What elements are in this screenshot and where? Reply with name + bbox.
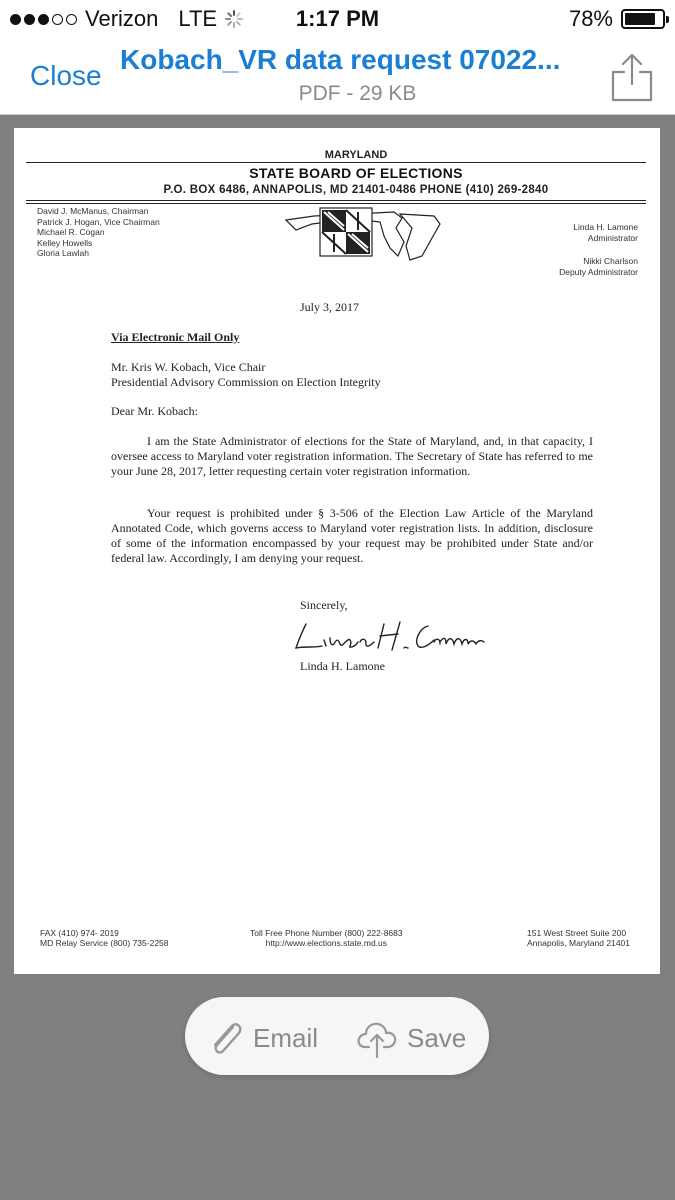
footer-right <box>527 928 630 948</box>
battery-percent: 78% <box>568 6 613 31</box>
footer-relay: MD Relay Service (800) 735-2258 <box>40 938 169 948</box>
board-member: David J. McManus, Chairman <box>37 206 149 216</box>
board-member: Patrick J. Hogan, Vice Chairman <box>37 216 160 227</box>
cloud-upload-icon <box>355 1017 399 1059</box>
board-member: Michael R. Cogan <box>37 227 105 237</box>
recipient-org: Presidential Advisory Commission on Election Integrity <box>111 375 381 389</box>
board-member: Gloria Lawlah <box>37 248 89 258</box>
footer-left <box>40 928 169 948</box>
delivery-method: Via Electronic Mail Only <box>111 330 240 344</box>
status-bar <box>0 0 675 38</box>
carrier-name: Verizon <box>85 6 159 31</box>
battery-icon <box>621 9 665 29</box>
footer-street: 151 West Street Suite 200 <box>526 928 627 938</box>
save-button[interactable] <box>355 1017 466 1059</box>
footer-city: Annapolis, Maryland 21401 <box>526 938 630 948</box>
maryland-map-seal-icon <box>284 198 444 268</box>
letter-paragraph <box>111 506 593 566</box>
footer-tollfree: Toll Free Phone Number (800) 222-8683 <box>250 928 403 938</box>
recipient-name: Mr. Kris W. Kobach, Vice Chair <box>111 360 266 374</box>
network-type: LTE <box>178 6 218 31</box>
letterhead-board: STATE BOARD OF ELECTIONS <box>249 165 463 181</box>
handwritten-signature <box>288 618 488 654</box>
administrator-title: Administrator <box>587 232 638 243</box>
email-label: Email <box>253 1022 319 1053</box>
closing: Sincerely, <box>300 598 348 612</box>
administrators-list <box>559 222 638 277</box>
footer-fax: FAX (410) 974- 2019 <box>40 928 119 938</box>
action-pill <box>185 997 489 1075</box>
administrator-name: Linda H. Lamone <box>573 222 638 232</box>
document-title: Kobach_VR data request 07022... <box>120 44 561 75</box>
close-button[interactable]: Close <box>30 60 102 91</box>
letterhead-address: P.O. BOX 6486, ANNAPOLIS, MD 21401-0486 PHONE (410) 269-2840 <box>163 184 549 196</box>
signature-name: Linda H. Lamone <box>300 659 385 673</box>
pdf-page[interactable] <box>14 128 660 974</box>
footer-center <box>250 928 403 948</box>
document-subtitle: PDF - 29 KB <box>298 82 417 105</box>
salutation: Dear Mr. Kobach: <box>111 404 198 418</box>
footer-web: http://www.elections.state.md.us <box>265 938 388 948</box>
recipient-block <box>111 360 381 390</box>
board-members-list <box>37 206 160 259</box>
status-right <box>569 6 665 32</box>
status-time: 1:17 PM <box>295 6 380 31</box>
deputy-name: Nikki Charlson <box>583 256 638 266</box>
save-label: Save <box>407 1022 467 1053</box>
email-button[interactable] <box>207 1017 318 1059</box>
letter-paragraph <box>111 434 593 479</box>
share-icon[interactable] <box>607 52 657 104</box>
deputy-title: Deputy Administrator <box>559 266 638 277</box>
paragraph-text: Your request is prohibited under § 3-506 of the Election Law Article of the Maryland Annotated Code, which governs access to Maryland voter registration lists. In addition, disclosure of some of the information encompassed by your request may be prohibited under State and/or federal law. Accordingly, I am denying your request. <box>111 506 593 565</box>
paragraph-text: I am the State Administrator of elections for the State of Maryland, and, in that capacity, I oversee access to Maryland voter registration information. The Secretary of State has referred to me your June 28, 2017, letter requesting certain voter registration information. <box>111 434 593 478</box>
letterhead-state: MARYLAND <box>324 149 388 161</box>
letter-date: July 3, 2017 <box>300 300 360 314</box>
board-member: Kelley Howells <box>37 237 93 248</box>
document-nav-bar <box>0 38 675 115</box>
paperclip-icon <box>207 1017 245 1059</box>
